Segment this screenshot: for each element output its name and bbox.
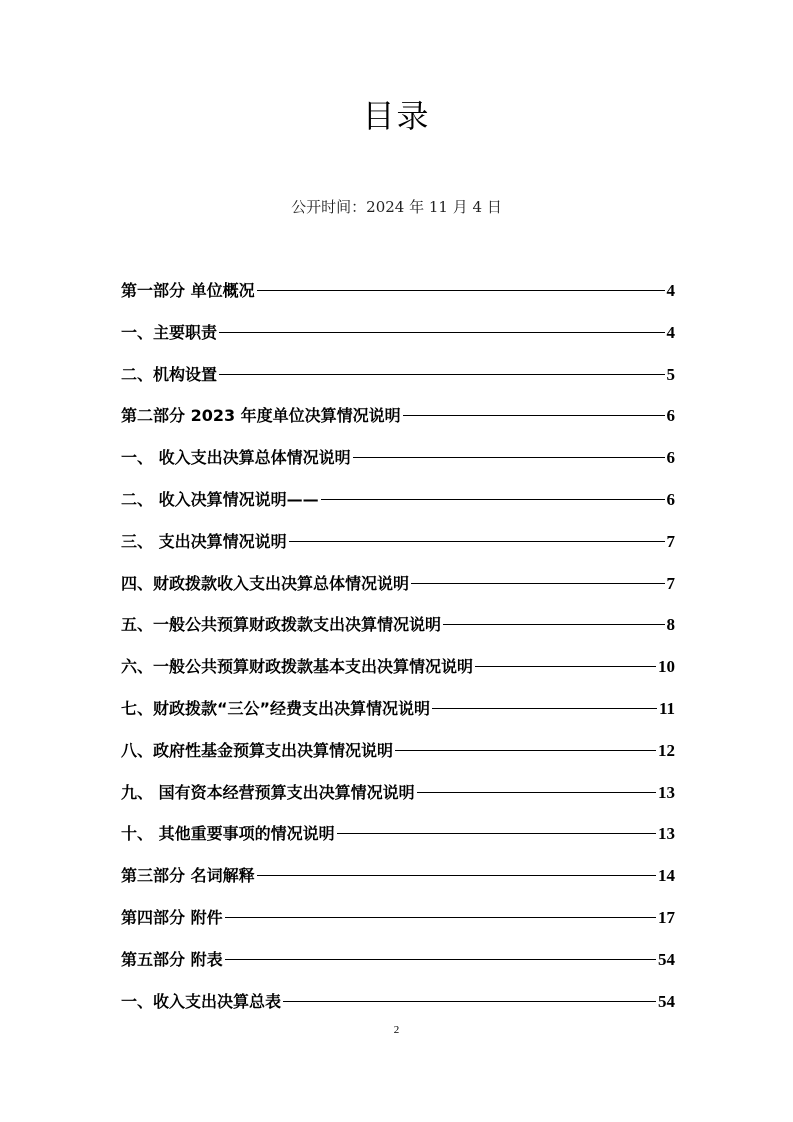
toc-entry-page: 7: [666, 573, 675, 593]
toc-entry-page: 5: [666, 364, 675, 384]
toc-entry-page: 14: [658, 866, 675, 886]
toc-entry-page: 13: [658, 782, 675, 802]
toc-entry[interactable]: [121, 738, 675, 780]
toc-entry-label: 十、 其他重要事项的情况说明: [121, 824, 335, 844]
table-of-contents: [121, 278, 675, 1030]
toc-entry[interactable]: [121, 487, 675, 529]
toc-entry-label: 七、财政拨款“三公”经费支出决算情况说明: [121, 698, 431, 718]
toc-entry[interactable]: [121, 403, 675, 445]
toc-entry-label: 五、一般公共预算财政拨款支出决算情况说明: [121, 615, 442, 635]
toc-entry[interactable]: [121, 278, 675, 320]
page-title: 目录: [362, 97, 431, 135]
toc-leader-line: [395, 750, 656, 751]
toc-leader-line: [443, 624, 664, 625]
toc-entry[interactable]: [121, 780, 675, 822]
toc-entry-label: 第五部分 附表: [121, 949, 223, 969]
toc-entry[interactable]: [121, 947, 675, 989]
toc-leader-line: [219, 374, 664, 375]
toc-entry-label: 九、 国有资本经营预算支出决算情况说明: [121, 782, 415, 802]
toc-leader-line: [283, 1001, 656, 1002]
toc-leader-line: [432, 708, 657, 709]
toc-leader-line: [475, 666, 656, 667]
toc-entry[interactable]: [121, 654, 675, 696]
toc-entry[interactable]: [121, 696, 675, 738]
toc-entry-label: 第四部分 附件: [121, 907, 223, 927]
toc-leader-line: [257, 290, 665, 291]
toc-entry-page: 54: [658, 949, 675, 969]
toc-entry[interactable]: [121, 529, 675, 571]
toc-entry[interactable]: [121, 445, 675, 487]
toc-leader-line: [257, 875, 656, 876]
toc-entry-label: 第二部分 2023 年度单位决算情况说明: [121, 406, 401, 426]
publish-date: 公开时间：2024 年 11 月 4 日: [291, 198, 502, 216]
toc-leader-line: [321, 499, 665, 500]
toc-entry-page: 17: [658, 907, 675, 927]
toc-leader-line: [289, 541, 665, 542]
toc-entry-page: 7: [666, 531, 675, 551]
toc-entry-page: 6: [666, 406, 675, 426]
page-number: 2: [393, 1024, 400, 1036]
toc-entry-page: 4: [666, 281, 675, 300]
toc-leader-line: [225, 917, 656, 918]
toc-entry[interactable]: [121, 821, 675, 863]
toc-entry-page: 54: [658, 991, 675, 1011]
toc-entry-page: 12: [658, 740, 675, 760]
toc-entry-label: 一、主要职责: [121, 322, 218, 342]
toc-leader-line: [417, 792, 656, 793]
toc-entry[interactable]: [121, 905, 675, 947]
toc-entry-page: 6: [666, 489, 675, 509]
toc-entry-label: 二、 收入决算情况说明——: [121, 489, 319, 509]
toc-entry-page: 6: [666, 448, 675, 468]
toc-leader-line: [353, 457, 665, 458]
toc-leader-line: [337, 833, 656, 834]
toc-leader-line: [411, 583, 664, 584]
toc-leader-line: [225, 959, 656, 960]
toc-leader-line: [219, 332, 664, 333]
toc-leader-line: [403, 415, 665, 416]
toc-entry-label: 四、财政拨款收入支出决算总体情况说明: [121, 573, 410, 593]
toc-entry-label: 一、收入支出决算总表: [121, 991, 282, 1011]
toc-entry-label: 二、机构设置: [121, 364, 218, 384]
toc-entry-page: 8: [666, 615, 675, 635]
toc-entry[interactable]: [121, 863, 675, 905]
toc-entry-page: 10: [658, 657, 675, 677]
toc-entry-label: 第三部分 名词解释: [121, 866, 255, 886]
toc-entry-label: 六、一般公共预算财政拨款基本支出决算情况说明: [121, 657, 474, 677]
toc-entry-label: 一、 收入支出决算总体情况说明: [121, 448, 351, 468]
toc-entry-label: 三、 支出决算情况说明: [121, 531, 287, 551]
toc-entry[interactable]: [121, 571, 675, 613]
toc-entry[interactable]: [121, 612, 675, 654]
toc-entry-page: 11: [658, 698, 675, 718]
toc-entry-page: 13: [658, 824, 675, 844]
toc-entry[interactable]: [121, 362, 675, 404]
toc-entry-label: 第一部分 单位概况: [121, 281, 255, 300]
toc-entry-page: 4: [666, 322, 675, 342]
toc-entry[interactable]: [121, 320, 675, 362]
toc-entry-label: 八、政府性基金预算支出决算情况说明: [121, 740, 394, 760]
